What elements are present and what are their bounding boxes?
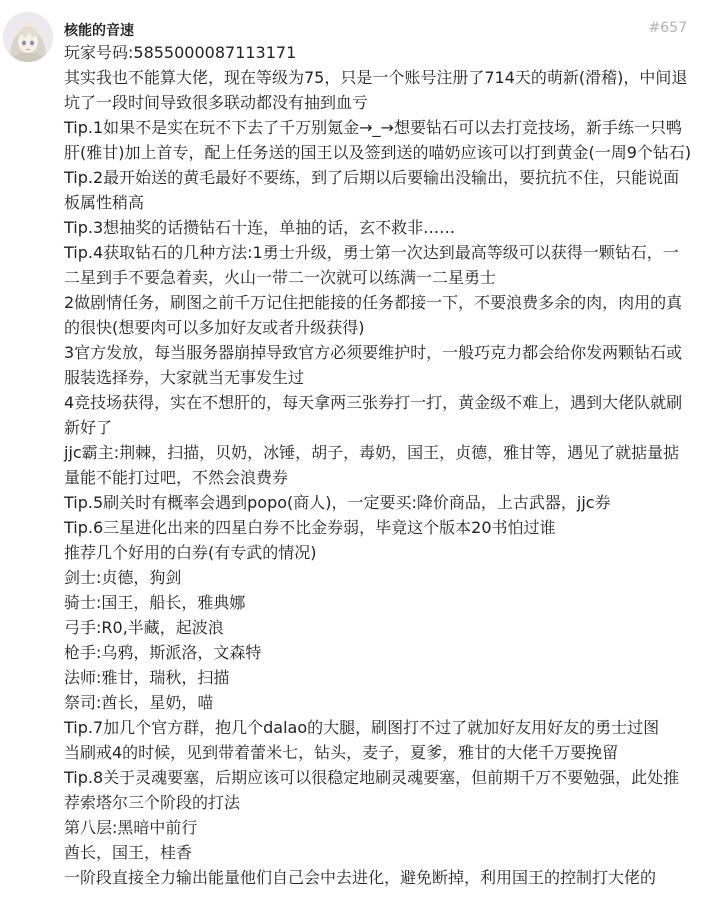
post-line: 剑士:贞德，狗剑 <box>64 568 182 587</box>
post-line: 枪手:乌鸦，斯派洛，文森特 <box>64 643 262 662</box>
post-line: jjc霸主:荆棘，扫描，贝奶，冰锤，胡子，毒奶，国王，贞德，雅甘等，遇见了就掂量掂量能不能打过吧，不然会浪费券 <box>64 443 680 487</box>
post-line: Tip.7加几个官方群，抱几个dalao的大腿，刷图打不过了就加好友用好友的勇士过图 <box>64 718 660 737</box>
post-line: 第八层:黑暗中前行 <box>64 818 198 837</box>
post-line: Tip.6三星进化出来的四星白券不比金券弱，毕竟这个版本20书怕过谁 <box>64 518 556 537</box>
post-line: 祭司:酋长，星奶，喵 <box>64 693 214 712</box>
post-line: 2做剧情任务，刷图之前千万记住把能接的任务都接一下，不要浪费多余的肉，肉用的真的很快(想要肉可以多加好友或者升级获得) <box>64 293 683 337</box>
post-line: 其实我也不能算大佬，现在等级为75，只是一个账号注册了714天的萌新(滑稽)，中间退坑了一段时间导致很多联动都没有抽到血亏 <box>64 68 688 112</box>
post-line: 酋长，国王，桂香 <box>64 843 193 862</box>
post-line: Tip.1如果不是实在玩不下去了千万别氪金→_→想要钻石可以去打竞技场，新手练一只鸭肝(雅甘)加上首专，配上任务送的国王以及签到送的喵奶应该可以打到黄金(一周9个钻石) <box>64 118 692 162</box>
post-line: Tip.2最开始送的黄毛最好不要练，到了后期以后要输出没输出，要抗抗不住，只能说面板属性稍高 <box>64 168 680 212</box>
post-line: 骑士:国王，船长，雅典娜 <box>64 593 246 612</box>
post-line: Tip.4获取钻石的几种方法:1勇士升级，勇士第一次达到最高等级可以获得一颗钻石，一二星到手不要急着卖，火山一带二一次就可以练满一二星勇士 <box>64 243 679 287</box>
post-line: 弓手:R0,半藏，起波浪 <box>64 618 224 637</box>
post-line: 一阶段直接全力输出能量他们自己会中去进化，避免断掉，利用国王的控制打大佬的 <box>64 868 657 887</box>
post-line: Tip.8关于灵魂要塞，后期应该可以很稳定地刷灵魂要塞，但前期千万不要勉强，此处推荐索塔尔三个阶段的打法 <box>64 768 680 812</box>
post-line: 玩家号码:5855000087113171 <box>64 43 297 62</box>
post-line: 4竞技场获得，实在不想肝的，每天拿两三张券打一打，黄金级不难上，遇到大佬队就刷新好了 <box>64 393 683 437</box>
post-line: 当刷戒4的时候，见到带着蕾米七，钻头，麦子，夏爹，雅甘的大佬千万要挽留 <box>64 743 619 762</box>
post-line: 法师:雅甘，瑞秋，扫描 <box>64 668 230 687</box>
post-content <box>64 40 694 890</box>
avatar-image <box>3 12 53 62</box>
post-line: 推荐几个好用的白券(有专武的情况) <box>64 543 317 562</box>
post-line: 3官方发放，每当服务器崩掉导致官方必须要维护时，一般巧克力都会给你发两颗钻石或服装选择券，大家就当无事发生过 <box>64 343 683 387</box>
post-line: Tip.3想抽奖的话攒钻石十连，单抽的话，玄不救非…… <box>64 218 456 237</box>
floor-number: #657 <box>648 20 687 36</box>
avatar[interactable] <box>3 12 53 62</box>
author-name[interactable]: 核能的音速 <box>64 23 134 39</box>
post-line: Tip.5刷关时有概率会遇到popo(商人)，一定要买:降价商品，上古武器，jjc券 <box>64 493 611 512</box>
